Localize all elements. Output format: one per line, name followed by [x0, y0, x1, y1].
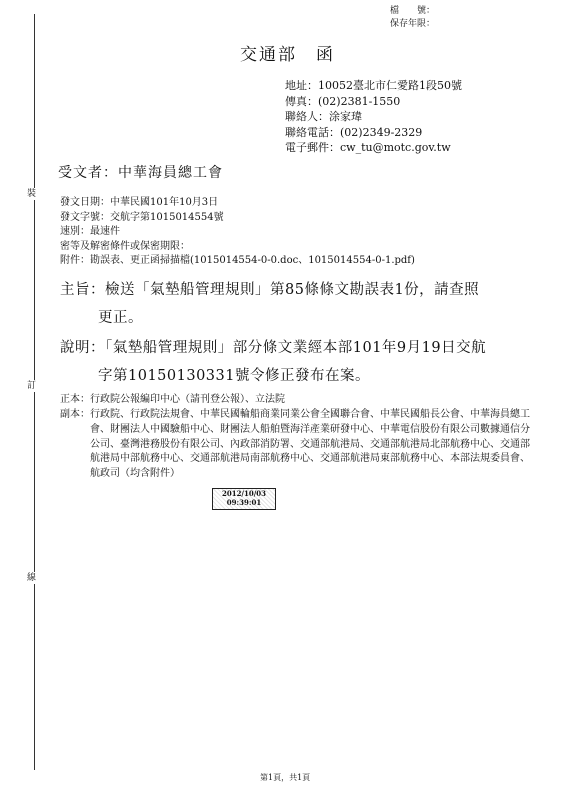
binding-line [34, 14, 35, 770]
distribution-copy-label: 副本： [60, 409, 90, 420]
retention-label: 保存年限： [390, 19, 436, 29]
explanation [60, 334, 486, 390]
explanation-line-2: 字第10150130331號令修正發布在案。 [98, 368, 370, 384]
subject [60, 276, 479, 332]
stamp-date: 2012/10/03 [221, 489, 267, 498]
recipient: 受文者：中華海員總工會 [58, 165, 223, 181]
file-info [390, 5, 435, 31]
subject-line-1: 主旨：檢送「氣墊船管理規則」第85條條文勘誤表1份，請查照 [60, 282, 480, 298]
stamp-time: 09:39:01 [226, 498, 262, 507]
binding-mark-bottom: 線 [27, 573, 37, 583]
timestamp-stamp [212, 488, 276, 510]
explanation-line-1: 說明：「氣墊船管理規則」部分條文業經本部101年9月19日交航 [60, 340, 487, 356]
file-number-label: 檔 號： [390, 6, 436, 16]
attachments: 附件：勘誤表、更正函掃描檔(1015014554-0-0.doc、1015014554-0-1.pdf) [60, 255, 415, 266]
distribution-copy-list: 行政院、行政院法規會、中華民國輪船商業同業公會全國聯合會、中華民國船長公會、中華海員總工會、財團法人中國驗船中心、財團法人船舶暨海洋產業研發中心、中華電信股份有限公司數據通信分公司、臺灣港務股份有限公司、內政部消防署、交通部航港局、交通部航港局北部航務中心、交通部航港局中部航務中心、交通部航港局南部航務中心、交通部航港局東部航務中心、本部法規委員會、航政司（均含附件） [90, 409, 530, 480]
sender-fax: 傳真：(02)2381-1550 [285, 94, 401, 108]
classification: 密等及解密條件或保密期限： [60, 240, 190, 252]
speed-class: 速別：最速件 [60, 226, 120, 237]
page-footer: 第1頁，共1頁 [260, 773, 311, 782]
sender-email: 電子郵件：cw_tu@motc.gov.tw [285, 141, 451, 154]
document-title: 交通部 函 [240, 45, 335, 65]
issue-date: 發文日期：中華民國101年10月3日 [60, 197, 219, 208]
sender-info [285, 78, 462, 156]
sender-phone: 聯絡電話：(02)2349-2329 [285, 125, 423, 139]
document-meta [60, 196, 415, 269]
sender-contact: 聯絡人：涂家瑋 [285, 110, 362, 123]
binding-mark-middle: 訂 [27, 381, 37, 391]
sender-address: 地址：10052臺北市仁愛路1段50號 [285, 79, 462, 92]
subject-line-2: 更正。 [98, 310, 143, 326]
distribution-original: 正本：行政院公報編印中心（請刊登公報）、立法院 [60, 394, 285, 405]
binding-mark-top: 裝 [27, 189, 37, 199]
document-number: 發文字號：交航字第1015014554號 [60, 211, 224, 223]
